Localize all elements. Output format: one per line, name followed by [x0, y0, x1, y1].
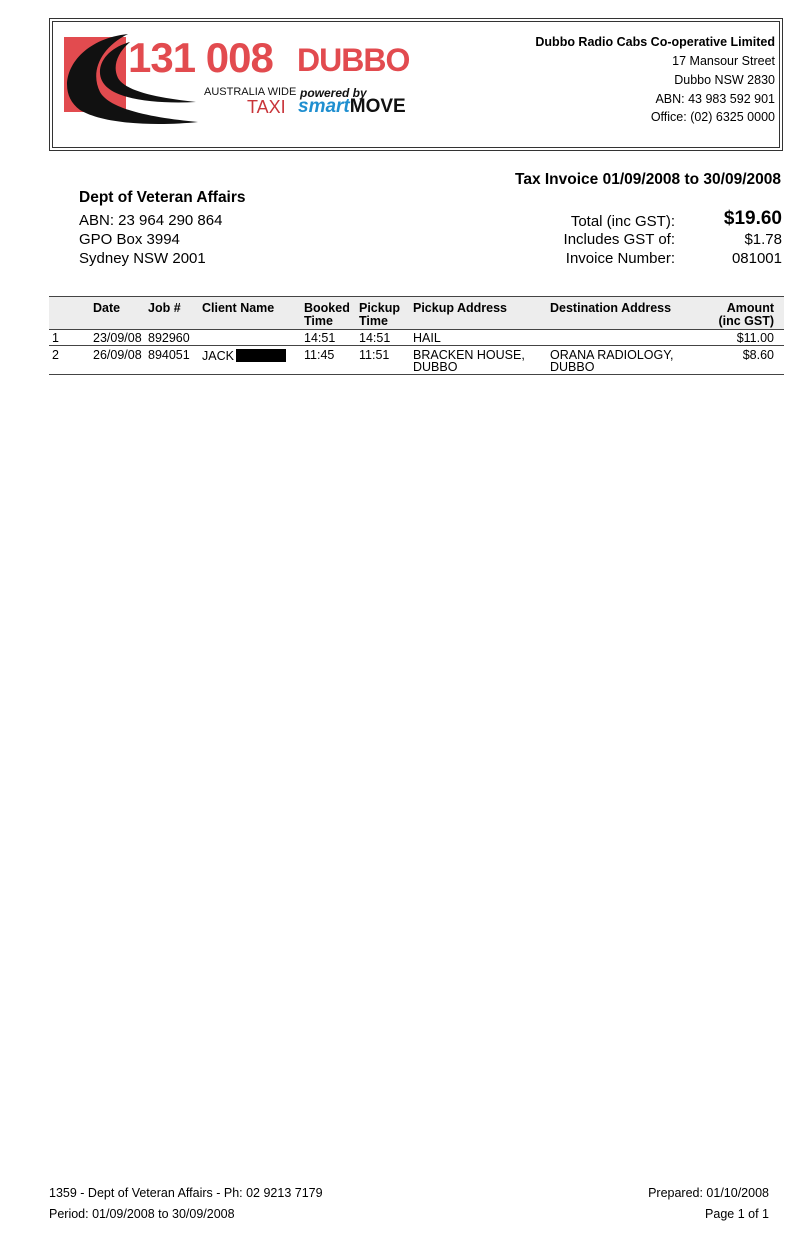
- row-pickup-address: HAIL: [413, 331, 441, 345]
- col-header-booked-time: Booked Time: [304, 301, 350, 328]
- row-amount: $8.60: [742, 348, 774, 362]
- invoice-number-label: Invoice Number:: [565, 250, 675, 267]
- col-header-job: Job #: [148, 301, 181, 315]
- client-po-box: GPO Box 3994: [79, 231, 180, 248]
- redaction-bar: [236, 349, 286, 362]
- row-client: JACK: [202, 349, 234, 363]
- logo-phone-number: 131 008: [128, 34, 273, 81]
- invoice-title: Tax Invoice 01/09/2008 to 30/09/2008: [515, 171, 781, 188]
- row-booked-time: 11:45: [304, 348, 335, 362]
- table-header-rule: [49, 329, 784, 330]
- total-label: Total (inc GST):: [570, 213, 675, 230]
- row-date: 26/09/08: [93, 348, 142, 362]
- client-city: Sydney NSW 2001: [79, 250, 206, 267]
- row-number: 2: [52, 348, 59, 362]
- row-job: 894051: [148, 348, 190, 362]
- logo-city: DUBBO: [297, 42, 410, 78]
- row-number: 1: [52, 331, 59, 345]
- gst-value: $1.78: [744, 231, 782, 248]
- logo-australia-wide: AUSTRALIA WIDE: [204, 86, 297, 98]
- company-office-phone: Office: (02) 6325 0000: [650, 110, 775, 124]
- footer-page-number: Page 1 of 1: [705, 1207, 769, 1221]
- row-booked-time: 14:51: [304, 331, 336, 345]
- row-date: 23/09/08: [93, 331, 142, 345]
- col-header-pickup-time: Pickup Time: [359, 301, 400, 328]
- company-name: Dubbo Radio Cabs Co-operative Limited: [535, 35, 775, 49]
- client-name: Dept of Veteran Affairs: [79, 189, 246, 206]
- row-client-cell: [202, 349, 286, 362]
- row-pickup-time: 11:51: [359, 348, 390, 362]
- col-header-destination: Destination Address: [550, 301, 672, 315]
- col-header-client: Client Name: [202, 301, 275, 315]
- total-value: $19.60: [723, 208, 782, 229]
- footer-period: Period: 01/09/2008 to 30/09/2008: [49, 1207, 235, 1221]
- row-pickup-address: BRACKEN HOUSE, DUBBO: [413, 348, 525, 374]
- col-header-pickup-address: Pickup Address: [413, 301, 508, 315]
- col-header-amount: Amount (inc GST): [718, 301, 774, 328]
- footer-prepared: Prepared: 01/10/2008: [648, 1186, 769, 1200]
- logo-powered-by: powered by: [300, 86, 367, 100]
- row-amount: $11.00: [736, 331, 774, 345]
- company-abn: ABN: 43 983 592 901: [655, 92, 775, 106]
- logo-move: MOVE: [349, 96, 406, 117]
- company-city: Dubbo NSW 2830: [674, 73, 775, 87]
- client-abn: ABN: 23 964 290 864: [79, 212, 223, 229]
- table-row-rule: [49, 345, 784, 346]
- row-job: 892960: [148, 331, 190, 345]
- company-street: 17 Mansour Street: [672, 54, 775, 68]
- gst-label: Includes GST of:: [563, 231, 675, 248]
- logo-taxi: TAXI: [247, 97, 286, 117]
- logo-smart: smart: [298, 96, 350, 117]
- row-destination: ORANA RADIOLOGY, DUBBO: [550, 348, 674, 374]
- logo-smartmove: [298, 96, 406, 118]
- table-bottom-rule: [49, 374, 784, 375]
- invoice-number-value: 081001: [731, 250, 782, 267]
- table-top-rule: [49, 296, 784, 297]
- col-header-date: Date: [93, 301, 121, 315]
- footer-account: 1359 - Dept of Veteran Affairs - Ph: 02 9213 7179: [49, 1186, 323, 1200]
- row-pickup-time: 14:51: [359, 331, 391, 345]
